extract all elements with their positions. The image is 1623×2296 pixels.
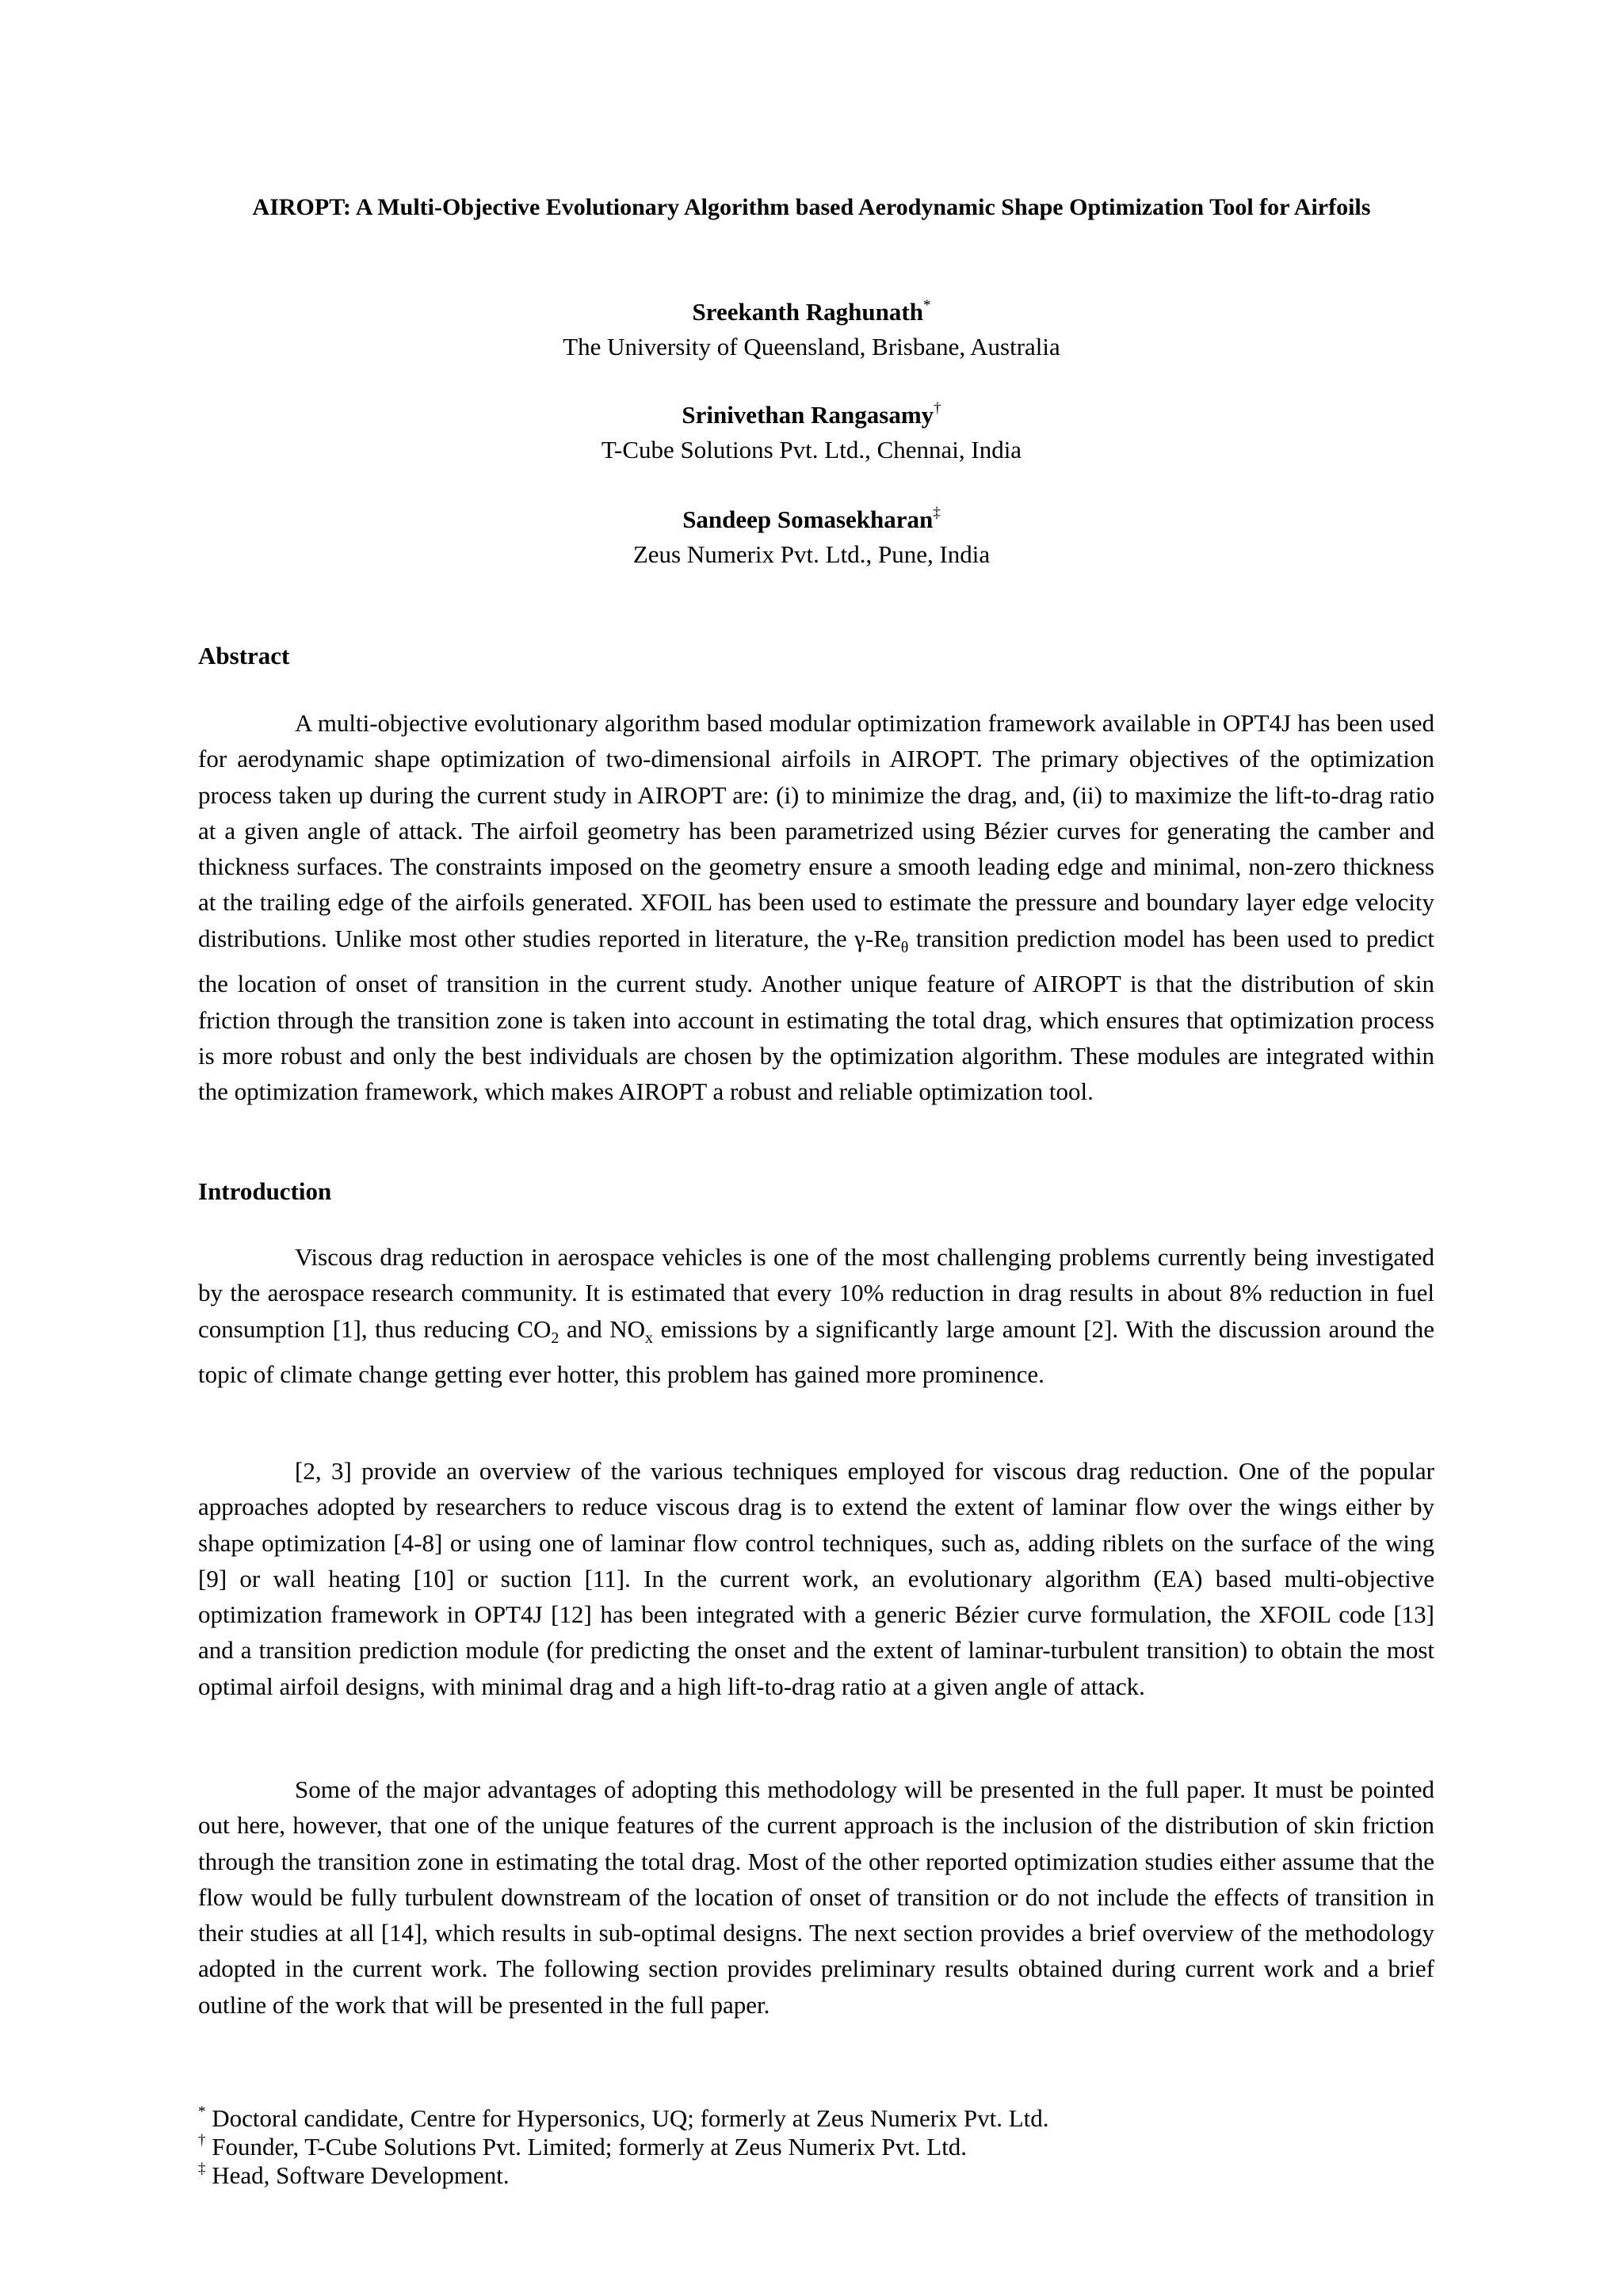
co2-subscript: 2 [551,1329,559,1347]
nox-subscript: x [645,1329,654,1347]
intro-paragraph-3: Some of the major advantages of adopting this methodology will be presented in the full paper. It must be pointed out here, however, that one of the unique features of the current approach is the inclusion of the distribution of skin friction through the transition zone in estimating the total drag. Most of the other reported optimization studies either assume that the flow would be fully turbulent downstream of the location of onset of transition or do not include the effects of transition in their studies at all [14], which results in sub-optimal designs. The next section provides a brief overview of the methodology adopted in the current work. The following section provides preliminary results obtained during current work and a brief outline of the work that will be presented in the full paper. [198,1775,1434,2019]
intro-p1-b: and NO [559,1314,646,1343]
footnote-2 [198,2131,1049,2163]
paper-title: AIROPT: A Multi-Objective Evolutionary Algorithm based Aerodynamic Shape Optimization Tool for Airfoils [252,194,1371,220]
author-3 [190,502,1433,572]
intro-paragraph-1 [198,1239,1434,1392]
author-2 [190,398,1433,467]
footnote-3-text: Head, Software Development. [205,2161,510,2189]
abstract-text-part-1: A multi-objective evolutionary algorithm based modular optimization framework available in OPT4J has been used for aerodynamic shape optimization of two-dimensional airfoils in AIROPT. The primary objectives of the optimization process taken up during the current study in AIROPT are: (i) to minimize the drag, and, (ii) to maximize the lift-to-drag ratio at a given angle of attack. The airfoil geometry has been parametrized using Bézier curves for generating the camber and thickness surfaces. The constraints imposed on the geometry ensure a smooth leading edge and minimal, non-zero thickness at the trailing edge of the airfoils generated. XFOIL has been used to estimate the pressure and boundary layer edge velocity distributions. Unlike most other studies reported in literature, the γ-Re [198,709,1434,952]
intro-p1-c: emissions by a significantly large amount [2]. With the discussion around the topic of climate change getting ever hotter, this problem has gained more prominence. [198,1314,1434,1389]
author-2-name: Srinivethan Rangasamy [682,401,934,429]
footnote-2-mark: † [198,2131,206,2149]
abstract-heading: Abstract [198,642,290,669]
author-1-affiliation: The University of Queensland, Brisbane, Australia [563,333,1060,360]
footnote-3-mark: ‡ [198,2160,206,2177]
author-3-affiliation: Zeus Numerix Pvt. Ltd., Pune, India [632,540,991,568]
footnote-3 [198,2160,1049,2191]
abstract-text-part-2: transition prediction model has been used to predict the location of onset of transition in the current study. Another unique feature of AIROPT is that the distribution of skin friction through the transition zone is taken into account in estimating the total drag, which ensures that optimization process is more robust and only the best individuals are chosen by the optimization algorithm. These modules are integrated within the optimization framework, which makes AIROPT a robust and reliable optimization tool. [198,924,1434,1106]
intro-paragraph-2: [2, 3] provide an overview of the various techniques employed for viscous drag reduction. One of the popular approaches adopted by researchers to reduce viscous drag is to extend the extent of laminar flow over the wings either by shape optimization [4-8] or using one of laminar flow control techniques, such as, adding riblets on the surface of the wing [9] or wall heating [10] or suction [11]. In the current work, an evolutionary algorithm (EA) based multi-objective optimization framework in OPT4J [12] has been integrated with a generic Bézier curve formulation, the XFOIL code [13] and a transition prediction module (for predicting the onset and the extent of laminar-turbulent transition) to obtain the most optimal airfoil designs, with minimal drag and a high lift-to-drag ratio at a given angle of attack. [198,1457,1434,1700]
introduction-heading: Introduction [198,1177,332,1205]
theta-subscript: θ [900,938,909,956]
footnote-2-text: Founder, T-Cube Solutions Pvt. Limited; formerly at Zeus Numerix Pvt. Ltd. [205,2133,968,2161]
author-1-name: Sreekanth Raghunath [692,298,923,326]
intro-p1-a: Viscous drag reduction in aerospace vehicles is one of the most challenging problems currently being investigated by the aerospace research community. It is estimated that every 10% reduction in drag results in about 8% reduction in fuel consumption [1], thus reducing CO [198,1243,1434,1343]
footnote-1-text: Doctoral candidate, Centre for Hypersonics, UQ; formerly at Zeus Numerix Pvt. Ltd. [205,2104,1049,2132]
footnotes [198,2103,1049,2191]
author-3-mark: ‡ [933,504,941,521]
footnote-1-mark: * [198,2103,206,2120]
author-2-affiliation: T-Cube Solutions Pvt. Ltd., Chennai, India [601,436,1022,463]
author-2-mark: † [934,399,941,417]
author-3-name: Sandeep Somasekharan [682,505,934,533]
author-1 [190,295,1433,364]
abstract-text [198,705,1434,1109]
author-1-mark: * [922,296,931,314]
footnote-1 [198,2103,1049,2134]
